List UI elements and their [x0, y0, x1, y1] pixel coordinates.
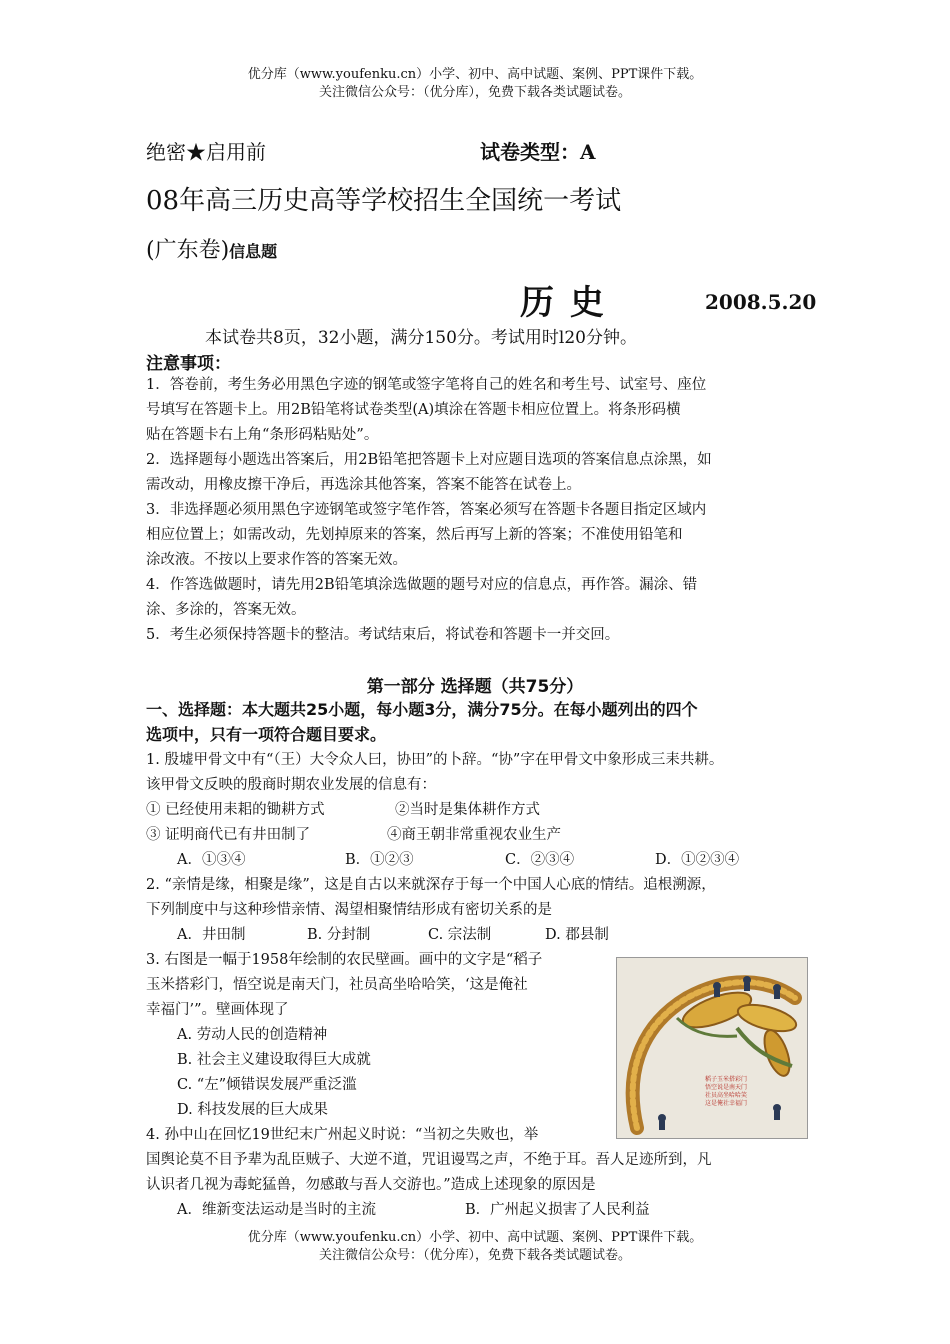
notes-heading: 注意事项：: [146, 354, 231, 374]
q4-stem-3: 认识者几视为毒蛇猛兽，勿感敢与吾人交游也。”造成上述现象的原因是: [146, 1177, 596, 1193]
notes-line-10: 涂、多涂的，答案无效。: [146, 602, 306, 618]
part1-instr-1: 一、选择题：本大题共25小题，每小题3分，满分75分。在每小题列出的四个: [146, 700, 698, 719]
q4-stem-2: 国舆论莫不目予辈为乱臣贼子、大逆不道，咒诅谩骂之声，不绝于耳。吾人足迹所到，凡: [146, 1152, 712, 1168]
footer-line-2: 关注微信公众号：（优分库），免费下载各类试题试卷。: [318, 1248, 631, 1263]
q1-stem-2: 该甲骨文反映的殷商时期农业发展的信息有：: [146, 777, 436, 793]
exam-province: (广东卷): [146, 238, 230, 263]
mural-inscription: [705, 1076, 747, 1108]
q2-option-a: A．井田制: [177, 927, 246, 943]
q3-stem-1: 3. 右图是一幅于1958年绘制的农民壁画。画中的文字是“稻子: [146, 952, 543, 968]
part1-instr-2: 选项中，只有一项符合题目要求。: [146, 725, 387, 744]
q1-statement-4: ④商王朝非常重视农业生产: [387, 827, 561, 843]
mural-artwork: [617, 958, 807, 1138]
q3-stem-3: 幸福门’”。壁画体现了: [146, 1002, 289, 1018]
notes-line-1: 1．答卷前，考生务必用黑色字迹的钢笔或签字笔将自己的姓名和考生号、试室号、座位: [146, 377, 707, 393]
notes-line-11: 5．考生必须保持答题卡的整洁。考试结束后，将试卷和答题卡一并交回。: [146, 627, 620, 643]
q1-option-d: D．①②③④: [655, 852, 740, 868]
notes-line-5: 需改动，用橡皮擦干净后，再选涂其他答案，答案不能答在试卷上。: [146, 477, 581, 493]
notes-line-8: 涂改液。不按以上要求作答的答案无效。: [146, 552, 407, 568]
q3-option-b: B. 社会主义建设取得巨大成就: [177, 1052, 371, 1068]
q2-stem-2: 下列制度中与这种珍惜亲情、渴望相聚情结形成有密切关系的是: [146, 902, 552, 918]
q3-option-d: D. 科技发展的巨大成果: [177, 1102, 328, 1118]
q2-option-c: C. 宗法制: [428, 927, 492, 943]
q1-stem-1: 1. 殷墟甲骨文中有“（王）大令众人曰，协田”的卜辞。“协”字在甲骨文中象形成三耒共耕。: [146, 752, 724, 768]
q4-stem-1: 4. 孙中山在回忆19世纪末广州起义时说：“当初之失败也，举: [146, 1127, 539, 1143]
q2-stem-1: 2. “亲情是缘，相聚是缘”，这是自古以来就深存于每一个中国人心底的情结。追根溯源，: [146, 877, 716, 893]
q1-statement-2: ②当时是集体耕作方式: [395, 802, 540, 818]
exam-summary: 本试卷共8页，32小题，满分150分。考试用时l20分钟。: [205, 328, 637, 348]
mural-text-4: 这是俺社幸福门: [705, 1100, 748, 1107]
notes-line-6: 3．非选择题必须用黑色字迹钢笔或签字笔作答，答案必须写在答题卡各题目指定区域内: [146, 502, 707, 518]
notes-line-9: 4．作答选做题时，请先用2B铅笔填涂选做题的题号对应的信息点，再作答。漏涂、错: [146, 577, 698, 593]
exam-title: 08年高三历史高等学校招生全国统一考试: [146, 186, 622, 216]
peasant-mural-image: [616, 957, 808, 1139]
q1-statement-3: ③ 证明商代已有井田制了: [146, 827, 311, 843]
subject-title: 历 史: [520, 283, 606, 323]
header-line-2: 关注微信公众号：（优分库），免费下载各类试题试卷。: [318, 85, 631, 100]
part1-heading: 第一部分 选择题（共75分）: [366, 677, 584, 697]
mural-text-1: 稻子玉米搭彩门: [705, 1076, 748, 1083]
exam-type-label: 试卷类型：A: [480, 140, 596, 164]
notes-line-7: 相应位置上；如需改动，先划掉原来的答案，然后再写上新的答案；不准使用铅笔和: [146, 527, 683, 543]
q3-stem-2: 玉米搭彩门，悟空说是南天门，社员高坐哈哈笑，‘这是俺社: [146, 977, 528, 993]
header-line-1: 优分库（www.youfenku.cn）小学、初中、高中试题、案例、PPT课件下载。: [247, 67, 703, 82]
q3-option-c: C. “左”倾错误发展严重泛滥: [177, 1077, 357, 1093]
exam-date: 2008.5.20: [705, 290, 817, 314]
mural-text-2: 悟空说是南天门: [705, 1084, 748, 1091]
page-header: [0, 66, 950, 102]
q4-option-a: A．维新变法运动是当时的主流: [177, 1202, 376, 1218]
notes-line-2: 号填写在答题卡上。用2B铅笔将试卷类型(A)填涂在答题卡相应位置上。将条形码横: [146, 402, 681, 418]
page-footer: [0, 1229, 950, 1265]
footer-line-1: 优分库（www.youfenku.cn）小学、初中、高中试题、案例、PPT课件下载。: [247, 1230, 703, 1245]
q1-option-c: C．②③④: [505, 852, 575, 868]
exam-subtitle: [146, 233, 277, 264]
q3-option-a: A. 劳动人民的创造精神: [177, 1027, 328, 1043]
mural-text-3: 社员高坐哈哈笑: [705, 1092, 748, 1099]
q1-option-a: A．①③④: [177, 852, 246, 868]
secret-label: 绝密★启用前: [146, 140, 266, 164]
notes-line-3: 贴在答题卡右上角“条形码粘贴处”。: [146, 427, 379, 443]
q4-option-b: B．广州起义损害了人民利益: [465, 1202, 650, 1218]
q2-option-d: D. 郡县制: [545, 927, 609, 943]
q2-option-b: B. 分封制: [307, 927, 371, 943]
exam-note: 信息题: [229, 242, 278, 261]
q1-option-b: B．①②③: [345, 852, 414, 868]
q1-statement-1: ① 已经使用耒耜的锄耕方式: [146, 802, 325, 818]
notes-line-4: 2．选择题每小题选出答案后，用2B铅笔把答题卡上对应题目选项的答案信息点涂黑，如: [146, 452, 712, 468]
